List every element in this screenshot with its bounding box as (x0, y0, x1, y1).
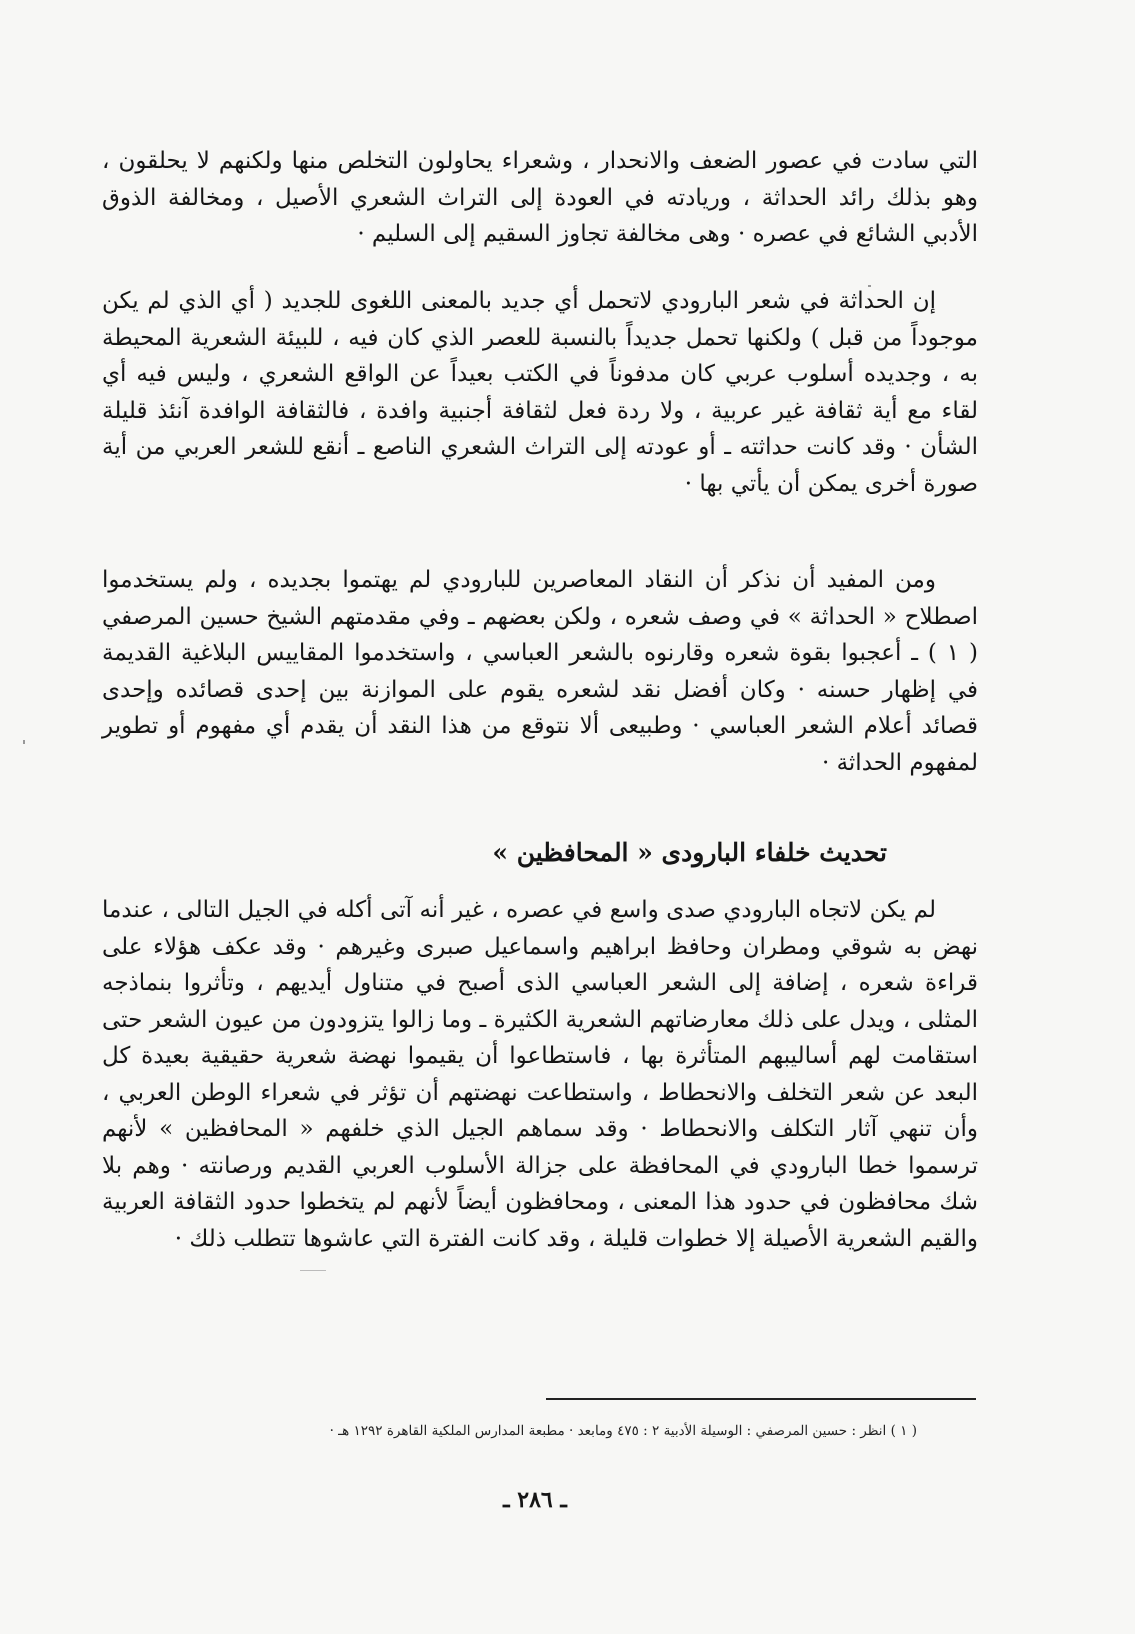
page-number: ـ ٢٨٦ ـ (503, 1487, 567, 1513)
paragraph-text: ومن المفيد أن نذكر أن النقاد المعاصرين للبارودي لم يهتموا بجديده ، ولم يستخدموا اصطلاح « الحداثة » في وصف شعره ، ولكن بعضهم ـ وفي مقدمتهم الشيخ حسين المرصفي ( ١ ) ـ أعجبوا بقوة شعره وقارنوه بالشعر العباسي ، واستخدموا المقاييس البلاغية القديمة في إظهار حسنه · وكان أفضل نقد لشعره يقوم على الموازنة بين إحدى قصائده وإحدى قصائد أعلام الشعر العباسي · وطبيعى ألا نتوقع من هذا النقد أن يقدم أي مفهوم أو تطوير لمفهوم الحداثة · (102, 567, 978, 776)
paragraph-text: إن الحداثة في شعر البارودي لاتحمل أي جديد بالمعنى اللغوى للجديد ( أي الذي لم يكن موجوداً من قبل ) ولكنها تحمل جديداً بالنسبة للعصر الذي كان فيه ، للبيئة الشعرية المحيطة به ، وجديده أسلوب عربي كان مدفوناً في الكتب بعيداً عن الواقع الشعري ، وليس فيه أي لقاء مع أية ثقافة غير عربية ، ولا ردة فعل لثقافة أجنبية وافدة ، فالثقافة الوافدة آنئذ قليلة الشأن · وقد كانت حداثته ـ أو عودته إلى التراث الشعري الناصع ـ أنقع للشعر العربي من أية صورة أخرى يمكن أن يأتي بها · (102, 288, 978, 497)
scan-speck (23, 740, 25, 744)
paragraph-modernity (102, 283, 978, 502)
scan-speck (868, 285, 871, 287)
paragraph-text: التي سادت في عصور الضعف والانحدار ، وشعراء يحاولون التخلص منها ولكنهم لا يحلقون ، وهو بذلك رائد الحداثة ، وريادته في العودة إلى التراث الشعري الأصيل ، ومخالفة الذوق الأدبي الشائع في عصره · وهى مخالفة تجاوز السقيم إلى السليم · (102, 148, 978, 247)
footnote: ( ١ ) انظر : حسين المرصفي : الوسيلة الأدبية ٢ : ٤٧٥ ومابعد · مطبعة المدارس الملكية القاهرة ١٢٩٢ هـ · (329, 1423, 917, 1439)
paragraph-continuation (102, 143, 978, 253)
paragraph-conservatives (102, 892, 978, 1257)
section-heading: تحديث خلفاء البارودى « المحافظين » (492, 838, 887, 867)
paragraph-critics (102, 562, 978, 781)
footnote-divider (546, 1398, 976, 1400)
scan-speck (300, 1270, 326, 1271)
paragraph-text: لم يكن لاتجاه البارودي صدى واسع في عصره ، غير أنه آتى أكله في الجيل التالى ، عندما نهض به شوقي ومطران وحافظ ابراهيم واسماعيل صبرى وغيرهم · وقد عكف هؤلاء على قراءة شعره ، إضافة إلى الشعر العباسي الذى أصبح في متناول أيديهم ، وتأثروا بنماذجه المثلى ، ويدل على ذلك معارضاتهم الشعرية الكثيرة ـ وما زالوا يتزودون من عيون الشعر حتى استقامت لهم أساليبهم المتأثرة بها ، فاستطاعوا أن يقيموا نهضة شعرية حقيقية بعيدة كل البعد عن شعر التخلف والانحطاط ، واستطاعت نهضتهم أن تؤثر في شعراء الوطن العربي ، وأن تنهي آثار التكلف والانحطاط · وقد سماهم الجيل الذي خلفهم « المحافظين » لأنهم ترسموا خطا البارودي في المحافظة على جزالة الأسلوب العربي القديم ورصانته · وهم بلا شك محافظون في حدود هذا المعنى ، ومحافظون أيضاً لأنهم لم يتخطوا حدود الثقافة العربية والقيم الشعرية الأصيلة إلا خطوات قليلة ، وقد كانت الفترة التي عاشوها تتطلب ذلك · (102, 897, 978, 1252)
